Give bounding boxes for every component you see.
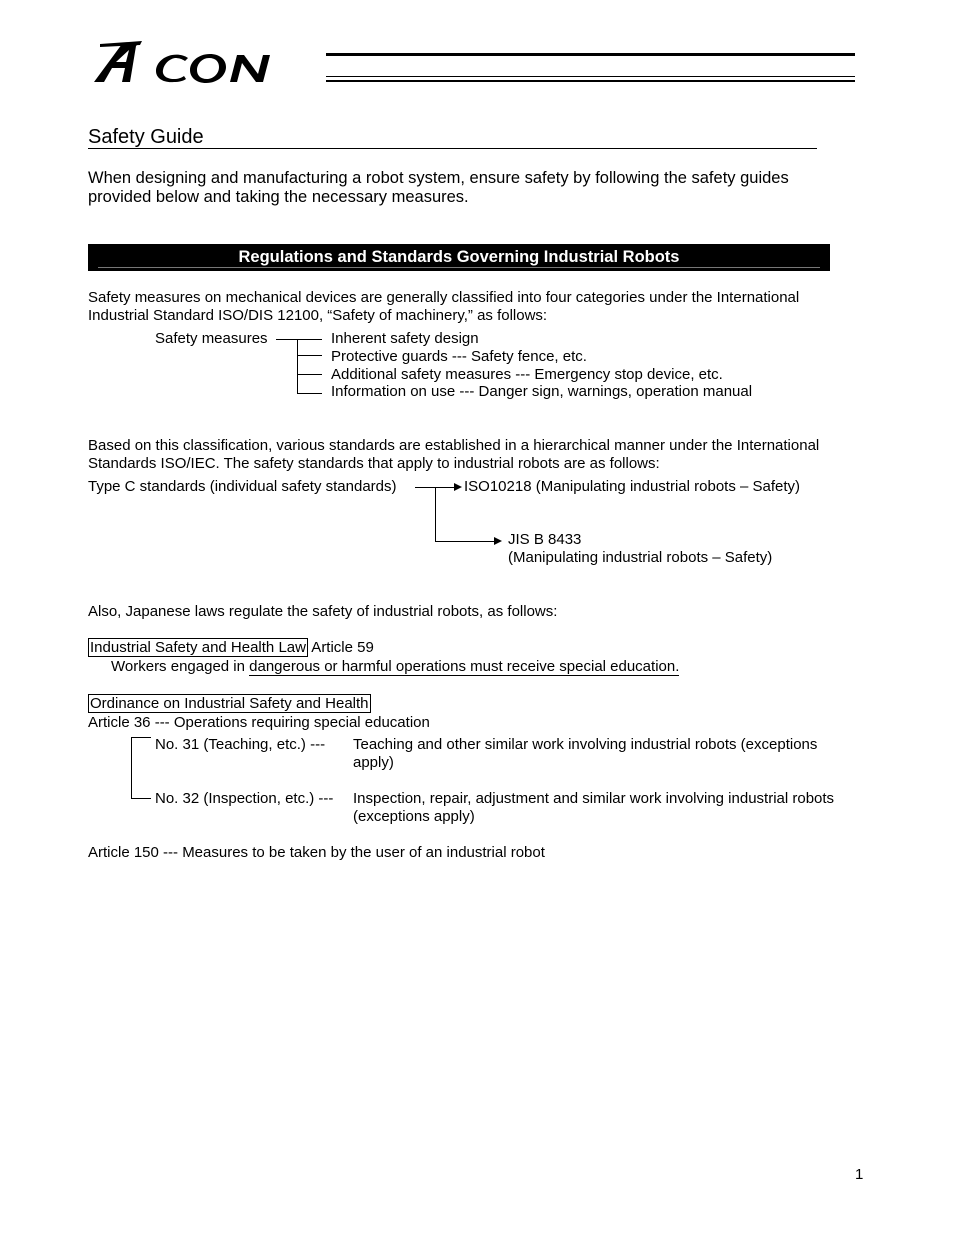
arrow-right-icon xyxy=(454,483,462,491)
law-text xyxy=(111,658,679,676)
ordinance-name: Ordinance on Industrial Safety and Health xyxy=(90,695,369,712)
section-heading-inner-rule xyxy=(98,267,820,268)
header-rule-thin-1 xyxy=(326,76,855,77)
safety-tree-branch-3 xyxy=(297,374,322,375)
para3: Also, Japanese laws regulate the safety of industrial robots, as follows: xyxy=(88,603,558,620)
ordinance-item-label: No. 32 (Inspection, etc.) --- xyxy=(155,790,334,807)
safety-tree-item: Information on use --- Danger sign, warnings, operation manual xyxy=(331,383,753,400)
standards-jis: JIS B 8433 xyxy=(508,531,582,548)
header-rule-thick xyxy=(326,53,855,56)
ordinance-tree-trunk xyxy=(131,737,132,799)
safety-tree-item: Additional safety measures --- Emergency stop device, etc. xyxy=(331,366,723,383)
safety-tree-item: Protective guards --- Safety fence, etc. xyxy=(331,348,587,365)
safety-tree-trunk xyxy=(297,339,298,394)
ordinance-item-label: No. 31 (Teaching, etc.) --- xyxy=(155,736,326,753)
standards-vertical-connector xyxy=(435,487,436,542)
page-title: Safety Guide xyxy=(88,126,204,148)
law-name: Industrial Safety and Health Law xyxy=(90,639,306,656)
arrow-right-icon xyxy=(494,537,502,545)
ordinance-item-desc: Teaching and other similar work involving industrial robots (exceptions xyxy=(353,736,818,753)
safety-tree-root: Safety measures xyxy=(155,330,268,347)
para2-line-2: Standards ISO/IEC. The safety standards that apply to industrial robots are as follows: xyxy=(88,455,660,472)
law-text-prefix: Workers engaged in xyxy=(111,658,250,675)
ordinance-name-line xyxy=(88,695,371,713)
safety-tree-branch-2 xyxy=(297,355,322,356)
section-heading-bar xyxy=(88,244,830,271)
para1-line-1: Safety measures on mechanical devices are generally classified into four categories under the International xyxy=(88,289,800,306)
acon-logo-mark xyxy=(92,38,327,86)
safety-tree-branch-4 xyxy=(297,393,322,394)
ordinance-article-36: Article 36 --- Operations requiring special education xyxy=(88,714,430,731)
standards-iso: ISO10218 (Manipulating industrial robots – Safety) xyxy=(464,478,801,495)
intro-line-1: When designing and manufacturing a robot system, ensure safety by following the safety guides xyxy=(88,169,789,187)
ordinance-item-desc: (exceptions apply) xyxy=(353,808,475,825)
intro-line-2: provided below and taking the necessary measures. xyxy=(88,188,469,206)
standards-arrow-line-jis xyxy=(435,541,495,542)
safety-tree-item: Inherent safety design xyxy=(331,330,479,347)
para1-line-2: Industrial Standard ISO/DIS 12100, “Safety of machinery,” as follows: xyxy=(88,307,548,324)
acon-logo xyxy=(92,38,327,91)
safety-tree-root-connector xyxy=(276,339,322,340)
ordinance-tree-branch-2 xyxy=(131,798,151,799)
section-heading: Regulations and Standards Governing Industrial Robots xyxy=(238,248,680,266)
ordinance-tree-branch-1 xyxy=(131,737,151,738)
ordinance-item-desc: apply) xyxy=(353,754,394,771)
para2-line-1: Based on this classification, various standards are established in a hierarchical manner under the International xyxy=(88,437,820,454)
law-text-underlined: dangerous or harmful operations must receive special education. xyxy=(249,658,680,675)
header-rule-thin-2 xyxy=(326,80,855,82)
ordinance-article-150: Article 150 --- Measures to be taken by the user of an industrial robot xyxy=(88,844,545,861)
page-number: 1 xyxy=(855,1166,864,1183)
ordinance-item-desc: Inspection, repair, adjustment and similar work involving industrial robots xyxy=(353,790,835,807)
standards-jis-desc: (Manipulating industrial robots – Safety) xyxy=(508,549,773,566)
law-line xyxy=(88,639,374,657)
title-underline xyxy=(88,148,817,149)
standards-source: Type C standards (individual safety standards) xyxy=(88,478,397,495)
law-article: Article 59 xyxy=(307,639,374,656)
